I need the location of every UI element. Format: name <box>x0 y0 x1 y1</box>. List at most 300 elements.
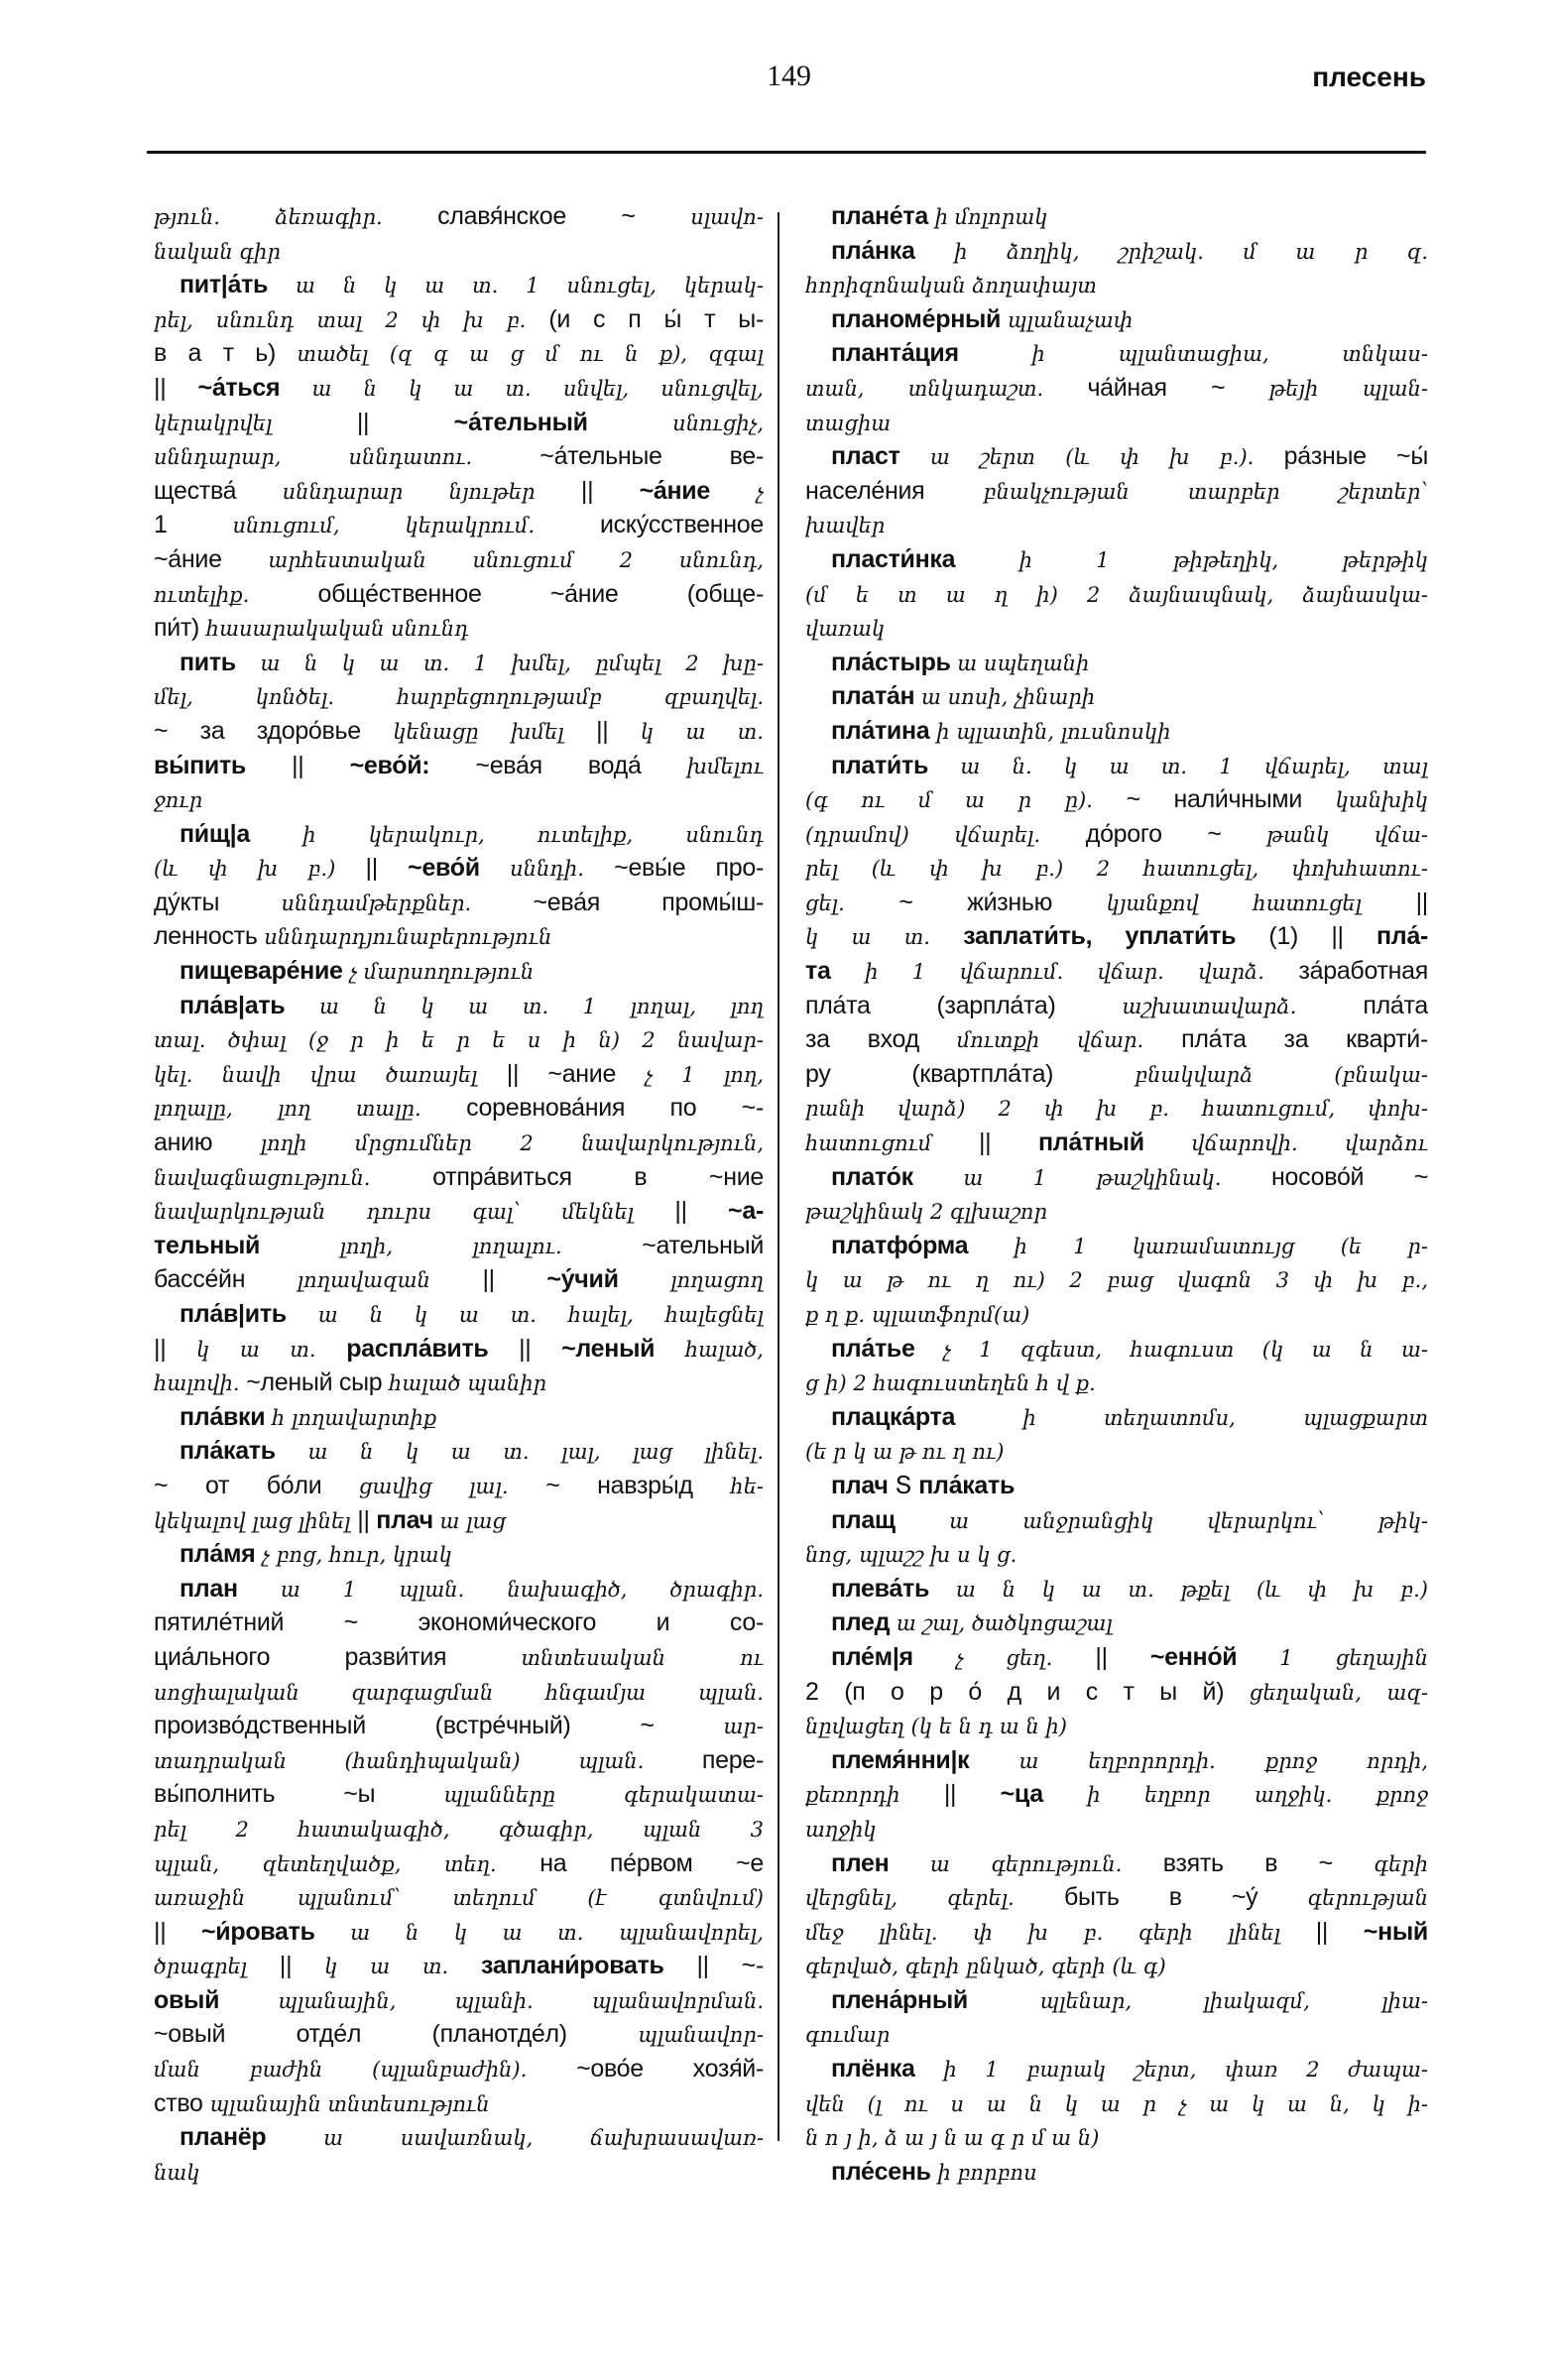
armenian-translation: տալ. ծփալ (ջ ր ի ե ր ե ս ի ն) 2 նավար- <box>154 1028 764 1053</box>
armenian-translation: ա սպեղանի <box>950 651 1090 675</box>
russian-text: ~а́тельные ве- <box>539 442 764 471</box>
armenian-translation: նակ <box>154 2160 200 2185</box>
dictionary-line <box>154 2119 764 2154</box>
armenian-translation: խմելու <box>686 754 764 778</box>
russian-text: ~ от бо́ли <box>154 1471 360 1499</box>
armenian-translation: պլանաչափ <box>1001 307 1134 332</box>
dictionary-line <box>154 233 764 268</box>
dictionary-line <box>805 335 1428 370</box>
armenian-translation: ա ն կ ա տ. թքել (և փ խ բ.) <box>929 1577 1428 1602</box>
armenian-translation: գերության <box>1307 1886 1428 1911</box>
dictionary-line <box>154 1056 764 1091</box>
russian-text: произво́дственный (встре́чный) ~ <box>154 1712 724 1740</box>
russian-text: пи́т) <box>154 614 206 643</box>
russian-text: до́рого ~ <box>1085 819 1267 848</box>
russian-text: в а т ь) <box>154 339 298 368</box>
headword: ~ный <box>1363 1917 1428 1946</box>
headword: план <box>179 1574 238 1603</box>
russian-text: || <box>357 1505 377 1534</box>
armenian-translation: ա ն կ ա տ. հալել, հալեցնել <box>286 1303 764 1327</box>
dictionary-line <box>154 748 764 782</box>
headword: ~енно́й <box>1149 1642 1238 1671</box>
armenian-translation: ա շալ, ծածկոցաշալ <box>890 1611 1113 1636</box>
dictionary-line <box>805 918 1428 953</box>
russian-text: || <box>1315 1917 1364 1946</box>
dictionary-line <box>805 1331 1428 1366</box>
dictionary-line <box>154 405 764 439</box>
russian-text: || <box>365 854 409 883</box>
dictionary-line <box>154 2085 764 2120</box>
armenian-translation: տնտեսական ու <box>521 1645 764 1670</box>
armenian-translation: կեկալով լաց լինել <box>154 1508 358 1533</box>
dictionary-line <box>805 1228 1428 1262</box>
dictionary-line <box>154 885 764 919</box>
russian-text: ~евы́е про- <box>614 854 764 883</box>
headword: плата́н <box>831 682 915 711</box>
headword: плацка́рта <box>831 1402 956 1431</box>
armenian-translation: վճարովի. վարձու <box>1143 1131 1428 1156</box>
armenian-translation: ա սոսի, չինարի <box>914 685 1096 710</box>
dictionary-line <box>154 1468 764 1502</box>
dictionary-line <box>805 370 1428 405</box>
dictionary-line <box>154 267 764 301</box>
armenian-translation: սննդամթերքներ. <box>281 891 534 915</box>
dictionary-line <box>154 1845 764 1880</box>
dictionary-line <box>154 988 764 1022</box>
armenian-translation: կել. նավի վրա ծառայել <box>154 1062 507 1087</box>
dictionary-line <box>154 1674 764 1709</box>
dictionary-line <box>154 1399 764 1434</box>
headword: ~а́ться <box>197 373 281 402</box>
headword: заплани́ровать <box>481 1952 664 1980</box>
headword: платфо́рма <box>831 1231 969 1259</box>
headword: планта́ция <box>831 339 959 368</box>
armenian-translation: ուտելիք. <box>154 582 318 607</box>
headword: овый <box>154 1985 220 2014</box>
headword: пла́мя <box>179 1540 256 1569</box>
armenian-translation: խավեր <box>805 514 886 538</box>
russian-text: ру (квартпла́та) <box>805 1059 1136 1088</box>
armenian-translation: թանկ վճա- <box>1266 822 1428 847</box>
russian-text: славя́нское ~ <box>382 202 691 230</box>
dictionary-line <box>154 1228 764 1262</box>
armenian-translation: ա եղբորորդի. քրոջ որդի, <box>969 1748 1428 1773</box>
armenian-translation: ծրագրել <box>154 1955 280 1979</box>
armenian-translation: ի տեղատոմս, պլացքարտ <box>955 1405 1428 1430</box>
headword: ~а- <box>728 1197 764 1226</box>
column-divider <box>778 212 779 2141</box>
headword: пла́стырь <box>831 648 951 676</box>
dictionary-line <box>805 2051 1428 2085</box>
dictionary-line <box>805 953 1428 988</box>
russian-text: на пе́рвом ~е <box>539 1848 764 1877</box>
russian-text: ра́зные ~ы́ <box>1283 442 1428 471</box>
armenian-translation: ի պլանտացիա, տնկաս- <box>958 342 1428 367</box>
headword: плена́рный <box>831 1985 968 2014</box>
dictionary-line <box>154 1742 764 1777</box>
armenian-translation: տացիա <box>805 411 892 435</box>
armenian-translation: պլենար, լիակազմ, լիա- <box>967 1988 1428 2013</box>
armenian-translation: ի մոլորակ <box>927 205 1048 229</box>
russian-text: циа́льного разви́тия <box>154 1642 522 1671</box>
dictionary-line <box>154 816 764 851</box>
armenian-translation: սլավո- <box>690 205 764 229</box>
dictionary-line <box>154 1193 764 1228</box>
armenian-translation: րել (և փ խ բ.) 2 հատուցել, փոխհատու- <box>805 857 1428 882</box>
armenian-translation: ա ն կ ա տ. սնվել, սնուցվել, <box>280 376 764 401</box>
armenian-translation: չ 1 զգեստ, հագուստ (կ ա ն ա- <box>914 1337 1428 1362</box>
armenian-translation: պլանային, պլանի. պլանավորման. <box>219 1988 764 2013</box>
dictionary-line <box>154 507 764 541</box>
dictionary-line <box>805 2016 1428 2051</box>
russian-text: бассе́йн <box>154 1265 298 1294</box>
headword: тельный <box>154 1231 261 1259</box>
headword: планёр <box>179 2123 267 2152</box>
headword: пла́кать <box>179 1437 276 1466</box>
dictionary-line <box>805 267 1428 301</box>
armenian-translation: հորիզոնական ձողափայտ <box>805 274 1097 298</box>
armenian-translation: կ ա տ. <box>640 719 764 744</box>
dictionary-line <box>154 1605 764 1639</box>
dictionary-line <box>154 1811 764 1845</box>
headword: плач <box>831 1471 889 1499</box>
russian-text: населе́ния <box>805 476 984 505</box>
armenian-translation: ի պլատին, լուսնոսկի <box>929 719 1171 744</box>
russian-text: || <box>488 1334 562 1363</box>
armenian-translation: րել 2 հատակագիծ, գծագիր, պլան 3 <box>154 1817 764 1842</box>
armenian-translation: (դրամով) վճարել. <box>805 822 1086 847</box>
dictionary-line <box>154 2154 764 2189</box>
russian-text: ~ навзры́д <box>545 1471 731 1499</box>
dictionary-line <box>154 1914 764 1949</box>
dictionary-line <box>805 1776 1428 1811</box>
running-head: плесень <box>1312 61 1426 92</box>
armenian-translation: սնուցիչ, <box>587 411 764 435</box>
headword: пле́м|я <box>831 1642 913 1671</box>
dictionary-line <box>805 233 1428 268</box>
headword: ~леный <box>561 1334 656 1363</box>
dictionary-line <box>805 1845 1428 1880</box>
headword: пи́щ|а <box>179 819 250 848</box>
russian-text: ~леный сыр <box>246 1368 390 1397</box>
dictionary-line <box>154 438 764 473</box>
headword: пла́тье <box>831 1334 915 1363</box>
russian-text: за́работная <box>1298 957 1428 986</box>
armenian-translation: նավարկության դուրս գալ՝ մեկնել <box>154 1200 675 1225</box>
armenian-translation: ա անջրանցիկ վերարկու՝ թիկ- <box>895 1508 1428 1533</box>
dictionary-line <box>805 645 1428 679</box>
armenian-translation: ման բաժին (պլանբաժին). <box>154 2058 577 2082</box>
headword: пить <box>179 648 236 676</box>
dictionary-line <box>154 198 764 233</box>
armenian-translation: չ <box>709 479 764 504</box>
armenian-translation: ա 1 պլան. նախագիծ, ծրագիր. <box>237 1577 764 1602</box>
armenian-translation: գերված, գերի ընկած, գերի (և գ) <box>805 1955 1166 1979</box>
dictionary-line <box>805 1948 1428 1982</box>
armenian-translation: մել, կոնծել. հարբեցողությամբ զբաղվել. <box>154 685 764 710</box>
russian-text: взять в ~ <box>1162 1848 1375 1877</box>
armenian-translation: սննդարար, սննդատու. <box>154 445 540 470</box>
dictionary-line <box>154 1261 764 1296</box>
armenian-translation: կ ա տ. <box>196 1337 347 1362</box>
headword: плащ <box>831 1505 896 1534</box>
armenian-translation: մեջ լինել. փ խ բ. գերի լինել <box>805 1920 1316 1945</box>
dictionary-line <box>154 1296 764 1331</box>
armenian-translation: սննդարդյունաբերություն <box>264 925 552 950</box>
dictionary-line <box>154 918 764 953</box>
dictionary-line <box>154 1879 764 1914</box>
russian-text: пла́та за кварти́- <box>1181 1025 1428 1054</box>
russian-text: отпра́виться в ~ние <box>432 1162 764 1191</box>
russian-text: || <box>154 373 198 402</box>
dictionary-line <box>805 2085 1428 2120</box>
armenian-translation: ի 1 բարակ շերտ, փառ 2 ժապա- <box>914 2058 1428 2082</box>
russian-text: носово́й ~ <box>1271 1162 1428 1191</box>
dictionary-line <box>805 1468 1428 1502</box>
russian-text: || <box>356 408 454 436</box>
armenian-translation: կ ա տ. <box>324 1955 482 1979</box>
armenian-translation: լողի մրցումներ 2 նավարկություն, <box>260 1131 764 1156</box>
dictionary-line <box>805 1879 1428 1914</box>
russian-text: пере- <box>701 1745 764 1774</box>
armenian-translation: տան, տնկադաշտ. <box>805 376 1088 401</box>
russian-text: 2 (п о р о́ д и с т ы й) <box>805 1677 1250 1706</box>
russian-text: щества́ <box>154 476 283 505</box>
armenian-translation: ի ձողիկ, շրիշակ. մ ա ր զ. <box>914 239 1428 264</box>
russian-text: ~а́ние <box>154 544 269 573</box>
dictionary-line <box>805 198 1428 233</box>
armenian-translation: րել, սնունդ տալ 2 փ խ բ. <box>154 307 549 332</box>
armenian-translation: րանի վարձ) 2 փ խ բ. հատուցում, փոխ- <box>805 1097 1428 1122</box>
russian-text: || <box>1095 1642 1150 1671</box>
dictionary-line <box>154 1021 764 1056</box>
headword: пласт <box>831 442 900 471</box>
armenian-translation: ջուր <box>154 788 203 813</box>
dictionary-line <box>805 816 1428 851</box>
armenian-translation: լողի, լողալու. <box>260 1234 643 1258</box>
dictionary-line <box>805 885 1428 919</box>
headword: плане́та <box>831 202 928 230</box>
armenian-translation: առաջին պլանում՝ տեղում (է գտնվում) <box>154 1886 764 1911</box>
armenian-translation: ար- <box>723 1715 764 1739</box>
russian-text: ~ательный <box>642 1231 764 1259</box>
headword: вы́пить <box>154 751 246 779</box>
armenian-translation: պլանները գերակատա- <box>443 1783 764 1808</box>
armenian-translation: (մ ե տ ա ղ ի) 2 ձայնապնակ, ձայնասկա- <box>805 582 1428 607</box>
armenian-translation: (և փ խ բ.) <box>154 857 366 882</box>
armenian-translation: սոցիալական զարգացման հնգամյա պլան. <box>154 1680 764 1705</box>
dictionary-line <box>154 850 764 885</box>
headword: племя́нни|к <box>831 1745 970 1774</box>
russian-text: ~ за здоро́вье <box>154 716 394 745</box>
dictionary-line <box>805 1261 1428 1296</box>
dictionary-line <box>805 1021 1428 1056</box>
dictionary-line <box>805 610 1428 645</box>
russian-text: || <box>674 1197 729 1226</box>
dictionary-line <box>154 1948 764 1982</box>
dictionary-line <box>805 1708 1428 1742</box>
dictionary-line <box>805 1982 1428 2017</box>
dictionary-line <box>154 610 764 645</box>
armenian-translation: չ բոց, հուր, կրակ <box>255 1543 452 1568</box>
headword: пла́вки <box>179 1402 266 1431</box>
russian-text: || ~- <box>663 1952 764 1980</box>
russian-text: || <box>246 751 350 779</box>
dictionary-line <box>154 1536 764 1571</box>
headword: пласти́нка <box>831 544 956 573</box>
russian-text: || <box>978 1129 1038 1157</box>
dictionary-line <box>805 541 1428 576</box>
headword: плати́ть <box>831 751 929 779</box>
dictionary-line <box>805 1914 1428 1949</box>
dictionary-line <box>805 2119 1428 2154</box>
russian-text: соревнова́ния по ~- <box>466 1094 764 1123</box>
dictionary-line <box>805 1536 1428 1571</box>
armenian-translation: հալած, <box>655 1337 764 1362</box>
armenian-translation: ա լաց <box>432 1508 506 1533</box>
dictionary-line <box>154 1365 764 1399</box>
headword: пла́кать <box>918 1471 1016 1499</box>
armenian-translation: ցել. <box>805 891 899 915</box>
armenian-translation: ի 1 վճարում. վճար. վարձ. <box>830 960 1299 985</box>
dictionary-line <box>154 1776 764 1811</box>
russian-text: вы́полнить ~ы <box>154 1780 444 1809</box>
russian-text: (и с п ы́ т ы- <box>548 304 764 333</box>
page-number: 149 <box>767 60 811 92</box>
armenian-translation: աշխատավարձ. <box>1122 994 1364 1018</box>
right-column <box>805 198 1428 2188</box>
headword: ~а́тельный <box>453 408 588 436</box>
armenian-translation: ի եղբոր աղջիկ. քրոջ <box>1042 1783 1428 1808</box>
russian-text: пла́та (зарпла́та) <box>805 991 1123 1019</box>
armenian-translation: ա ն կ ա տ. պլանավորել, <box>314 1920 764 1945</box>
dictionary-line <box>805 1090 1428 1125</box>
russian-text: || <box>279 1952 325 1980</box>
dictionary-line <box>805 1056 1428 1091</box>
russian-text: ~ева́я промы́ш- <box>533 888 764 916</box>
dictionary-line <box>154 645 764 679</box>
dictionary-line <box>805 438 1428 473</box>
armenian-translation: բնակչության տարբեր շերտեր՝ <box>983 479 1428 504</box>
dictionary-line <box>154 1571 764 1606</box>
russian-text: || <box>580 476 640 505</box>
russian-text: || <box>154 1917 201 1946</box>
headword: пла́нка <box>831 236 915 265</box>
armenian-translation: լողացող <box>618 1268 764 1293</box>
page-header <box>147 60 1426 154</box>
dictionary-line <box>805 473 1428 508</box>
russian-text: || <box>943 1780 1001 1809</box>
armenian-translation: պլանավոր- <box>638 2023 764 2048</box>
armenian-translation: նավագնացություն. <box>154 1165 433 1190</box>
dictionary-line <box>805 1742 1428 1777</box>
headword: плен <box>831 1848 890 1877</box>
russian-text: 1 <box>154 511 233 539</box>
headword: распла́вить <box>346 1334 489 1363</box>
russian-text: ча́йная ~ <box>1087 373 1269 402</box>
russian-text: || ~ание <box>506 1059 646 1088</box>
headword: планоме́рный <box>831 304 1002 333</box>
russian-text: Տ <box>888 1471 919 1499</box>
headword: плач <box>376 1505 433 1534</box>
armenian-translation: կ ա թ ու ղ ու) 2 բաց վագոն 3 փ խ բ., <box>805 1268 1428 1293</box>
headword: ~у́чий <box>546 1265 619 1294</box>
armenian-translation: հալած պանիր <box>389 1371 547 1396</box>
dictionary-line <box>805 1296 1428 1331</box>
dictionary-line <box>154 1502 764 1537</box>
armenian-translation: վերցնել, գերել. <box>805 1886 1064 1911</box>
dictionary-line <box>154 370 764 405</box>
armenian-translation: հատուցում <box>805 1131 979 1156</box>
headword: пла́тина <box>831 716 930 745</box>
armenian-translation: ա ն կ ա տ. լալ, լաց լինել. <box>275 1440 764 1465</box>
dictionary-line <box>154 713 764 748</box>
dictionary-line <box>805 748 1428 782</box>
armenian-translation: վեն (լ ու ս ա ն կ ա ր չ ա կ ա ն, կ ի- <box>805 2091 1428 2116</box>
armenian-translation: կենացը խմել <box>393 719 597 744</box>
armenian-translation: գերի <box>1374 1851 1428 1876</box>
dictionary-line <box>154 1159 764 1194</box>
armenian-translation: նոց, պլաշշ խ ս կ ց. <box>805 1543 1017 1568</box>
armenian-translation: (գ ու մ ա ր ը). <box>805 788 1127 813</box>
dictionary-line <box>154 781 764 816</box>
russian-text: ду́кты <box>154 888 282 916</box>
armenian-translation: սնուցում, կերակրում. <box>232 514 600 538</box>
russian-text: ~овый отде́л (планотде́л) <box>154 2020 639 2049</box>
armenian-translation: բնակվարձ (բնակա- <box>1135 1062 1428 1087</box>
russian-text: ~ева́я вода́ <box>429 751 687 779</box>
russian-text: ленность <box>154 922 265 951</box>
armenian-translation: չ ցեղ. <box>912 1645 1096 1670</box>
russian-text: пятиле́тний ~ экономи́ческого и со- <box>154 1608 764 1637</box>
armenian-translation: ի 1 կառամատույց (ե ր- <box>968 1234 1428 1258</box>
russian-text: ство <box>154 2088 210 2117</box>
russian-text: || <box>1415 888 1428 916</box>
armenian-translation: տածել (զ գ ա ց մ ու ն ք), զգալ <box>297 342 764 367</box>
armenian-translation: չ 1 լող, <box>645 1062 764 1087</box>
dictionary-line <box>805 1433 1428 1468</box>
armenian-translation: հե- <box>730 1474 764 1498</box>
headword: пла́- <box>1376 922 1428 951</box>
headword: пла́тный <box>1037 1129 1144 1157</box>
dictionary-line <box>805 1571 1428 1606</box>
armenian-translation: ա ն կ ա տ. 1 լողալ, լող <box>285 994 764 1018</box>
headword: пле́сень <box>831 2157 931 2186</box>
russian-text: || <box>482 1265 547 1294</box>
dictionary-line <box>805 1502 1428 1537</box>
dictionary-line <box>805 850 1428 885</box>
armenian-translation: նական գիր <box>154 239 281 264</box>
dictionary-line <box>154 2051 764 2085</box>
armenian-translation: ք ղ ք. պլատֆորմ(ա) <box>805 1303 1030 1327</box>
russian-text: || <box>154 1334 196 1363</box>
dictionary-line <box>805 988 1428 1022</box>
dictionary-line <box>805 2154 1428 2189</box>
dictionary-line <box>154 1090 764 1125</box>
headword: пищеваре́ние <box>179 957 343 986</box>
headword: пит|а́ть <box>179 271 269 299</box>
headword: пла́в|ать <box>179 991 286 1019</box>
headword: та <box>805 957 831 986</box>
armenian-translation: արհեստական սնուցում 2 սնունդ, <box>268 547 764 572</box>
headword: ~ево́й: <box>349 751 430 779</box>
russian-text: ~ жи́знью <box>898 888 1107 916</box>
armenian-translation: թյուն. ձեռագիր. <box>154 205 383 229</box>
headword: плед <box>831 1608 891 1637</box>
dictionary-line <box>154 1982 764 2017</box>
dictionary-line <box>154 1331 764 1366</box>
headword: плёнка <box>831 2055 915 2083</box>
